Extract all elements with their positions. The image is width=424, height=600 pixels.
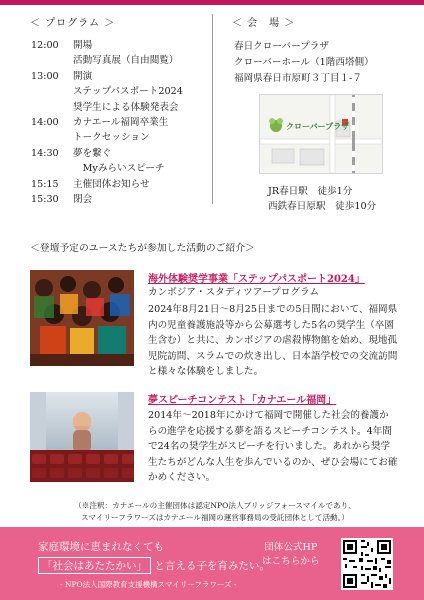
- official-hp-label: [262, 541, 320, 569]
- access-jr: JR春日駅 徒歩1分: [268, 186, 353, 197]
- footnote-line-1: （※注釈：カナエールの主催団体は認定NPO法人ブリッジフォースマイルであり、: [74, 501, 356, 510]
- venue-address: 福岡県春日市原町３丁目１-７: [234, 73, 362, 84]
- program-time: 13:00: [31, 70, 59, 82]
- footnote-line-2: スマイリーフラワーズはカナエール福岡の運営事務局の受託団体として活動。）: [80, 513, 350, 522]
- program-text: カナエール福岡卒業生: [73, 117, 169, 129]
- footnote: [50, 500, 380, 524]
- official-hp-line-1: 団体公式HP: [264, 542, 318, 553]
- venue-title: ＜ 会 場 ＞: [232, 18, 296, 29]
- program-text: 開場: [73, 40, 93, 51]
- study-tour-title: 海外体験奨学事業「ステップパスポート2024」: [148, 274, 365, 285]
- program-text: ステップパスポート2024: [73, 86, 183, 98]
- program-list: [31, 38, 216, 207]
- venue-name: 春日クローバープラザ: [234, 41, 329, 52]
- footer-quote: 「社会はあたたかい」: [38, 557, 151, 574]
- footer-message-line-1: 家庭環境に恵まれなくても: [38, 541, 164, 553]
- footer-message-rest: と言える子を育みたい。: [154, 560, 270, 572]
- program-item: [31, 69, 216, 84]
- program-text: 活動写真展（自由閲覧）: [73, 55, 179, 67]
- column-divider: [212, 14, 213, 204]
- access-nishitetsu: 西鉄春日原駅 徒歩10分: [268, 201, 377, 212]
- program-time: 14:00: [31, 117, 59, 129]
- program-text: 夢を繋ぐ: [73, 147, 112, 159]
- cambodia-study-tour-photo: [30, 270, 134, 366]
- program-item: [31, 53, 216, 68]
- program-text: 主催団体お知らせ: [73, 178, 150, 190]
- program-title: ＜ プログラム ＞: [30, 18, 116, 29]
- program-item: [31, 130, 216, 145]
- speech-contest-title: 夢スピーチコンテスト「カナエール福岡」: [148, 395, 337, 406]
- program-time: 14:30: [31, 147, 59, 159]
- study-tour-subtitle: カンボジア・スタディツアープログラム: [148, 287, 320, 298]
- speech-contest-photo: [30, 392, 134, 482]
- qr-code-icon[interactable]: [341, 538, 393, 590]
- program-text: Myみらいスピーチ: [73, 163, 165, 175]
- program-time: 15:30: [31, 194, 59, 206]
- program-time: [31, 100, 73, 115]
- program-text: 奨学生による体験発表会: [73, 101, 179, 113]
- activities-heading: ＜登壇予定のユースたちが参加した活動のご紹介＞: [30, 243, 255, 254]
- venue-hall: クローバーホール（1階西塔側）: [234, 57, 374, 68]
- program-item: [31, 84, 216, 99]
- program-time: [31, 53, 73, 68]
- program-time: [31, 130, 73, 145]
- footer-organization: - NPO法人国際教育支援機構スマイリーフラワーズ -: [60, 580, 237, 589]
- footer-message-line-2: [38, 557, 270, 574]
- program-item: [31, 192, 216, 207]
- study-tour-description: 2024年8月21日〜8月25日までの5日間において、福岡県内の児童養護施設等から公募選考した5名の奨学生（卒園生含む）と共に、カンボジアの虐殺博物館を始め、現地孤児院訪問、スラムでの炊き出し、日本語学校での交流訪問と様々な体験をしました。: [148, 304, 398, 377]
- program-time: 15:15: [31, 178, 59, 190]
- speech-contest-description: 2014年〜2018年にかけて福岡で開催した社会的養護からの進学を応援する夢を語るスピーチコンテスト。4年間で24名の奨学生がスピーチを行いました。あれから奨学生たちがどんな人生を歩んでいるのか、ぜひ会場にてお確かめください。: [148, 410, 398, 483]
- program-item: [31, 177, 216, 192]
- footer-banner: [0, 527, 424, 600]
- map-label: クローバープラザ: [286, 122, 350, 131]
- program-item: [31, 38, 216, 53]
- program-item: [31, 146, 216, 161]
- program-item: [31, 161, 216, 176]
- program-item: [31, 115, 216, 130]
- program-text: 閉会: [73, 194, 93, 206]
- program-time: 12:00: [31, 40, 59, 51]
- top-accent-bar: [0, 0, 424, 5]
- official-hp-line-2: はこちらから: [262, 556, 320, 567]
- program-item: [31, 100, 216, 115]
- program-text: 開演: [73, 70, 93, 82]
- venue-map[interactable]: [259, 94, 383, 174]
- program-time: [31, 161, 73, 176]
- program-text: トークセッション: [73, 132, 150, 144]
- map-graphic: [260, 95, 382, 173]
- program-time: [31, 84, 73, 99]
